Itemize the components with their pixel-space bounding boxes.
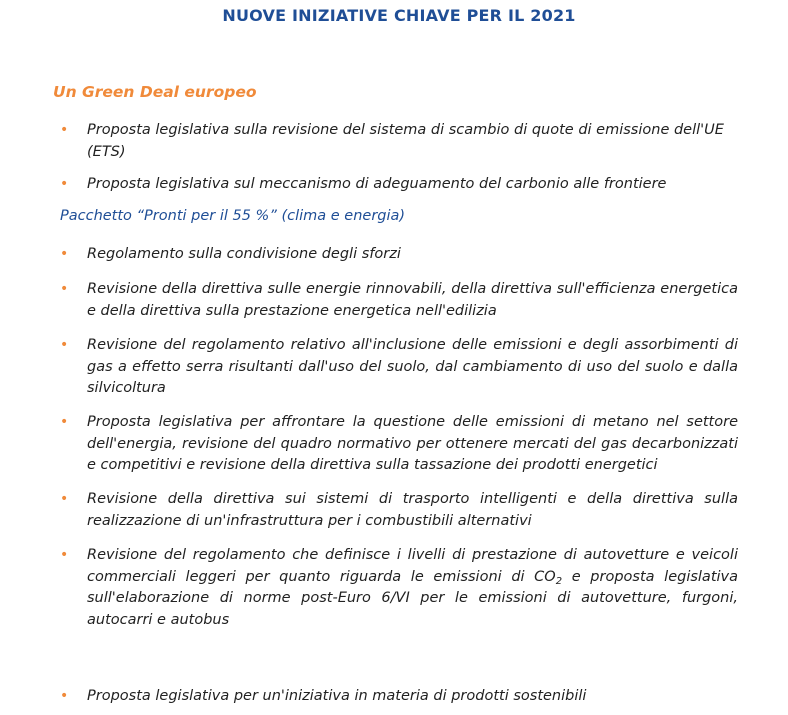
list-item xyxy=(60,335,738,400)
list-item xyxy=(60,489,738,532)
bullet-icon: • xyxy=(60,547,69,563)
bullet-icon: • xyxy=(60,122,69,138)
list-item-text: Revisione della direttiva sulle energie rinnovabili, della direttiva sull'efficienza energetica e della direttiva sulla prestazione energetica nell'edilizia xyxy=(87,281,738,319)
list-item-text xyxy=(87,545,738,631)
list-item xyxy=(60,545,738,631)
list-item-text: Proposta legislativa sulla revisione del sistema di scambio di quote di emissione dell'UE (ETS) xyxy=(87,122,724,160)
page-title: NUOVE INIZIATIVE CHIAVE PER IL 2021 xyxy=(222,6,576,25)
list-item-text: Proposta legislativa per un'iniziativa in materia di prodotti sostenibili xyxy=(87,688,587,704)
section-heading: Un Green Deal europeo xyxy=(53,83,257,101)
list-item xyxy=(60,412,738,477)
co2-subscript: 2 xyxy=(555,575,563,587)
bullet-icon: • xyxy=(60,337,69,353)
list-item xyxy=(60,120,738,163)
co2-text-after: e proposta legislativa sull'elaborazione di norme post-Euro 6/VI per le emissioni di autovetture, furgoni, autocarri e autobus xyxy=(87,568,739,628)
list-item-text: Revisione del regolamento relativo all'inclusione delle emissioni e degli assorbimenti di gas a effetto serra risultanti dall'uso del suolo, dal cambiamento di uso del suolo e dalla silvicoltura xyxy=(87,337,738,396)
co2-text-before: Revisione del regolamento che definisce i livelli di prestazione di autovetture e veicoli commerciali leggeri per quanto riguarda le emissioni di CO xyxy=(87,547,738,585)
list-item-text: Revisione della direttiva sui sistemi di trasporto intelligenti e della direttiva sulla realizzazione di un'infrastruttura per i combustibili alternativi xyxy=(87,491,738,529)
bullet-icon: • xyxy=(60,281,69,297)
list-item xyxy=(60,244,738,266)
bullet-icon: • xyxy=(60,688,69,704)
list-item-text: Proposta legislativa per affrontare la questione delle emissioni di metano nel settore dell'energia, revisione del quadro normativo per ottenere mercati del gas decarbonizzati e competitivi e revisione della direttiva sulla tassazione dei prodotti energetici xyxy=(87,414,738,473)
bullet-icon: • xyxy=(60,176,69,192)
bullet-icon: • xyxy=(60,491,69,507)
bullet-icon: • xyxy=(60,246,69,262)
list-item-text: Proposta legislativa sul meccanismo di adeguamento del carbonio alle frontiere xyxy=(87,176,667,192)
package-heading: Pacchetto “Pronti per il 55 %” (clima e energia) xyxy=(60,208,406,224)
bullet-icon: • xyxy=(60,414,69,430)
list-item xyxy=(60,686,738,708)
list-item-text: Regolamento sulla condivisione degli sforzi xyxy=(87,246,401,262)
list-item xyxy=(60,174,738,196)
list-item xyxy=(60,279,738,322)
